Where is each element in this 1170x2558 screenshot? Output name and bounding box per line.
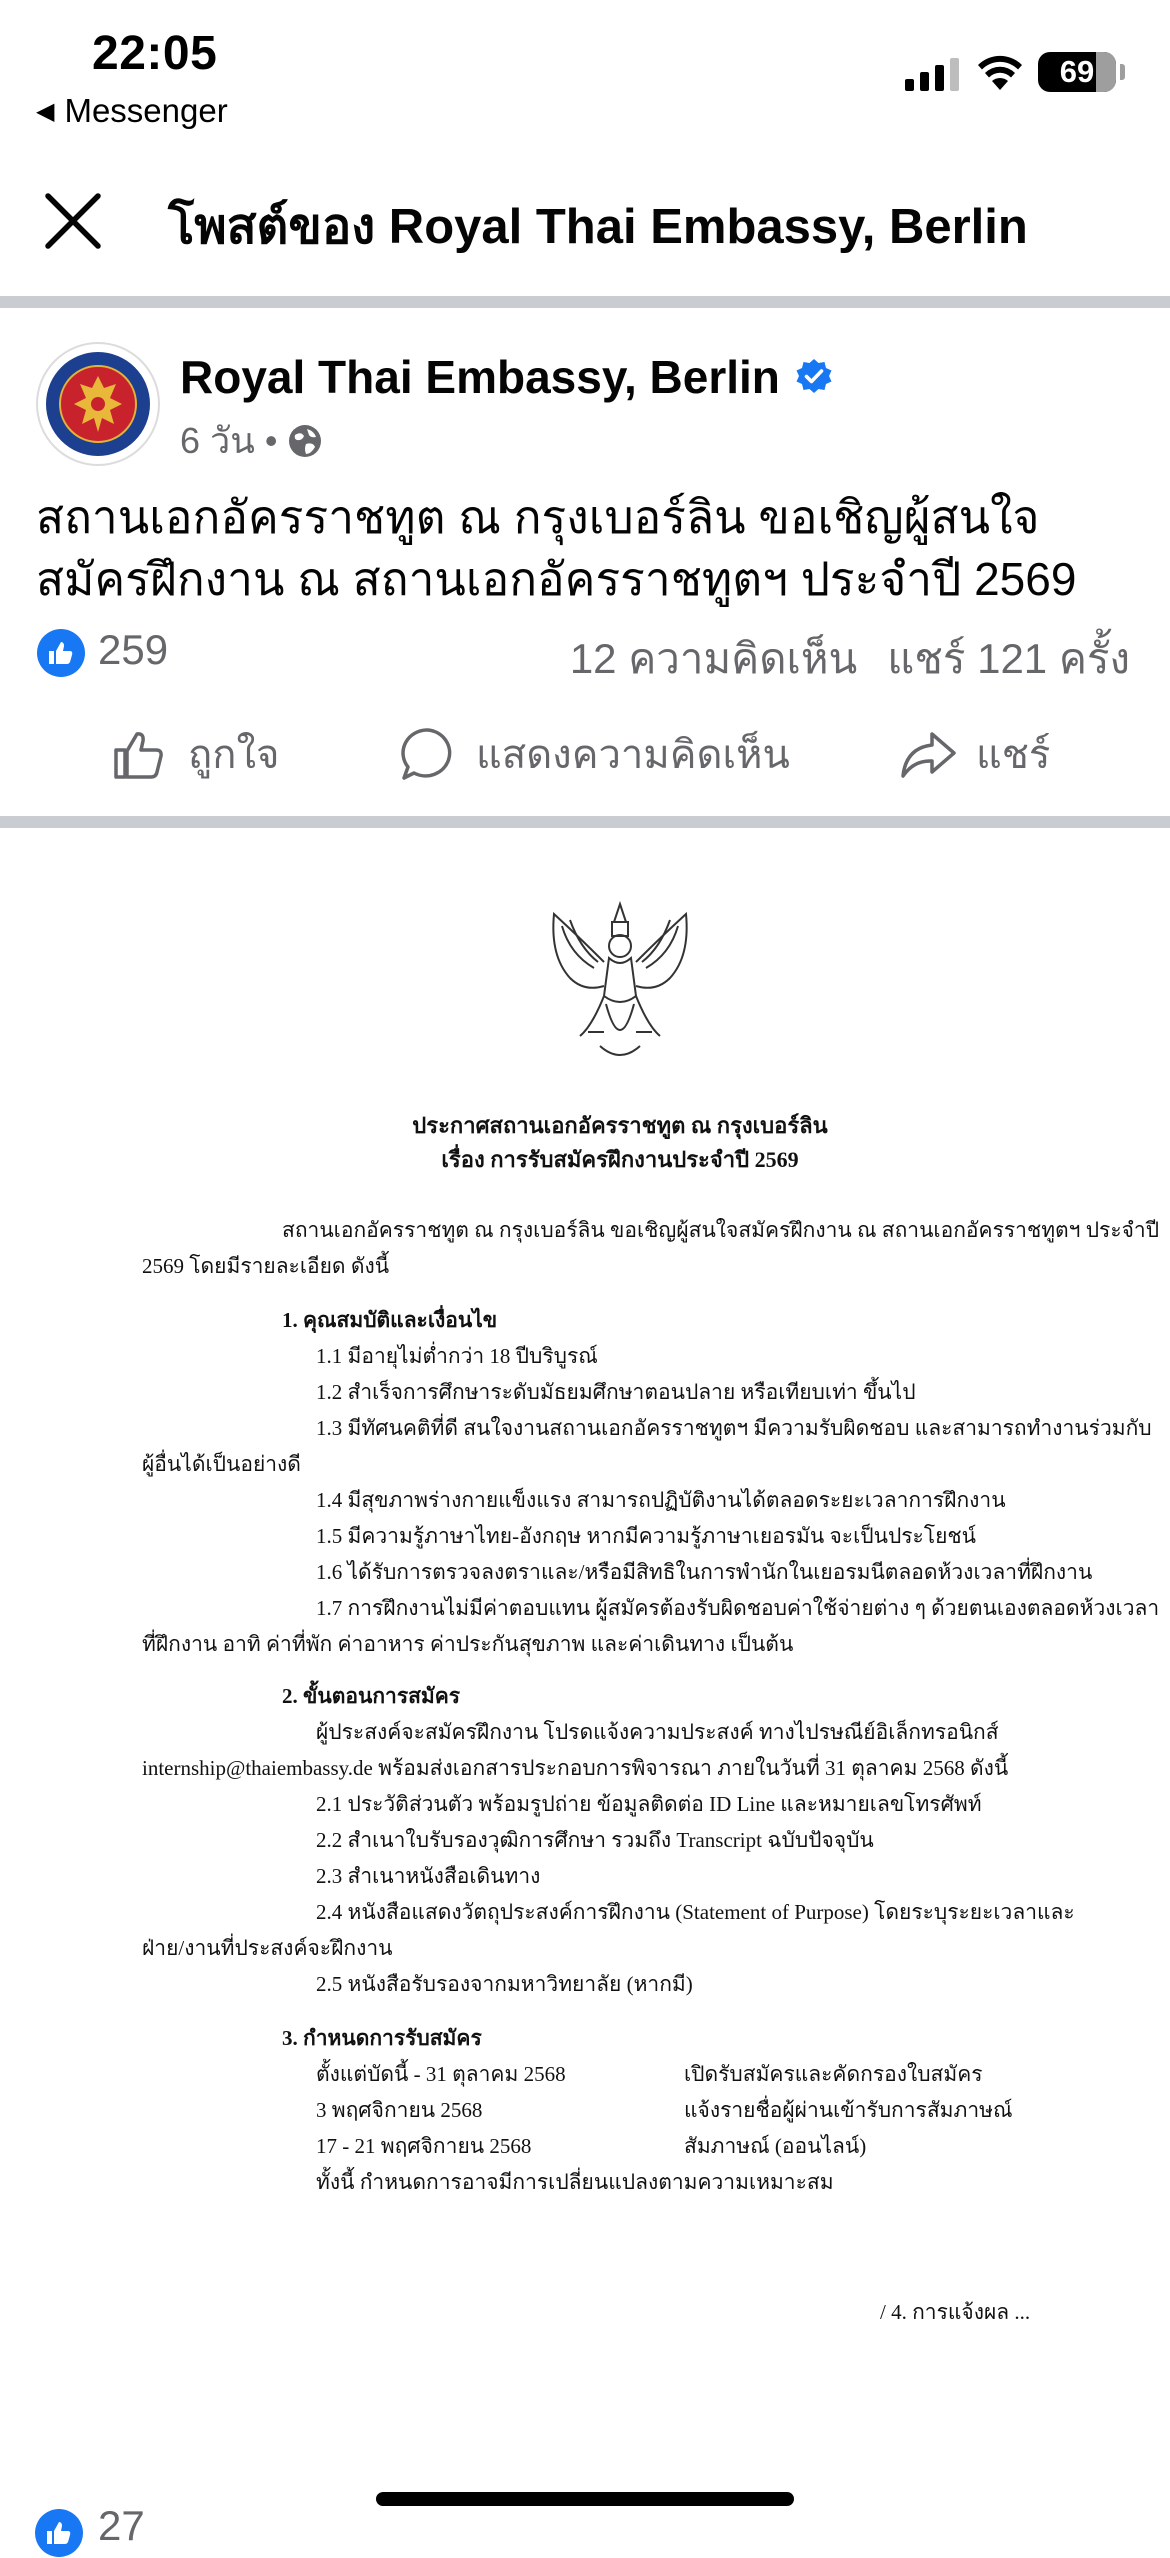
share-icon: [898, 724, 958, 784]
doc-title-line-2: เรื่อง การรับสมัครฝึกงานประจำปี 2569: [441, 1147, 799, 1172]
back-app-label: Messenger: [64, 92, 228, 129]
doc-item-2-1: 2.1 ประวัติส่วนตัว พร้อมรูปถ่าย ข้อมูลติดต่อ ID Line และหมายเลขโทรศัพท์: [316, 1792, 982, 1816]
doc-schedule-date-3: 17 - 21 พฤศจิกายน 2568: [316, 2134, 532, 2158]
doc-item-1-6: 1.6 ได้รับการตรวจลงตราและ/หรือมีสิทธิในการพำนักในเยอรมนีตลอดห้วงเวลาที่ฝึกงาน: [316, 1560, 1093, 1584]
verified-badge-icon: [794, 357, 834, 397]
comment-count[interactable]: 12 ความคิดเห็น: [569, 635, 858, 682]
garuda-emblem-icon: [540, 896, 700, 1066]
share-button[interactable]: [898, 722, 1050, 786]
comment-icon: [398, 724, 458, 784]
doc-schedule-desc-3: สัมภาษณ์ (ออนไลน์): [684, 2134, 867, 2158]
close-icon[interactable]: [40, 188, 106, 254]
back-to-app-button[interactable]: [36, 92, 228, 130]
doc-continued-note: / 4. การแจ้งผล ...: [880, 2300, 1031, 2324]
post-text: สถานเอกอัครราชทูต ณ กรุงเบอร์ลิน ขอเชิญผู้สนใจสมัครฝึกงาน ณ สถานเอกอัครราชทูตฯ ประจำปี 2569: [36, 491, 1077, 605]
globe-icon: [287, 423, 323, 459]
doc-section-2-intro-1: ผู้ประสงค์จะสมัครฝึกงาน โปรดแจ้งความประสงค์ ทางไปรษณีย์อิเล็กทรอนิกส์: [316, 1720, 999, 1744]
doc-section-1-heading: 1. คุณสมบัติและเงื่อนไข: [282, 1308, 498, 1332]
doc-intro-line-1: สถานเอกอัครราชทูต ณ กรุงเบอร์ลิน ขอเชิญผู้สนใจสมัครฝึกงาน ณ สถานเอกอัครราชทูตฯ ประจำปี: [282, 1218, 1160, 1242]
meta-separator: •: [264, 419, 278, 461]
doc-item-1-7-line-1: 1.7 การฝึกงานไม่มีค่าตอบแทน ผู้สมัครต้องรับผิดชอบค่าใช้จ่ายต่าง ๆ ด้วยตนเองตลอดห้วงเวลา: [316, 1596, 1160, 1620]
share-label: แชร์: [976, 733, 1051, 777]
doc-item-2-4-line-1: 2.4 หนังสือแสดงวัตถุประสงค์การฝึกงาน (Statement of Purpose) โดยระบุระยะเวลาและ: [316, 1900, 1075, 1924]
doc-schedule-date-2: 3 พฤศจิกายน 2568: [316, 2098, 483, 2122]
doc-item-1-3-line-1: 1.3 มีทัศนคติที่ดี สนใจงานสถานเอกอัครราชทูตฯ มีความรับผิดชอบ และสามารถทำงานร่วมกับ: [316, 1416, 1152, 1440]
doc-schedule-date-1: ตั้งแต่บัดนี้ - 31 ตุลาคม 2568: [316, 2062, 566, 2086]
doc-item-2-5: 2.5 หนังสือรับรองจากมหาวิทยาลัย (หากมี): [316, 1972, 693, 1996]
post-image-document[interactable]: [0, 830, 1170, 2490]
doc-item-2-2: 2.2 สำเนาใบรับรองวุฒิการศึกษา รวมถึง Transcript ฉบับปัจจุบัน: [316, 1828, 874, 1852]
page-name: Royal Thai Embassy, Berlin: [180, 351, 780, 403]
doc-item-1-7-line-2: ที่ฝึกงาน อาทิ ค่าที่พัก ค่าอาหาร ค่าประกันสุขภาพ และค่าเดินทาง เป็นต้น: [142, 1632, 794, 1656]
doc-schedule-note: ทั้งนี้ กำหนดการอาจมีการเปลี่ยนแปลงตามความเหมาะสม: [316, 2170, 834, 2194]
header-divider: [0, 296, 1170, 308]
doc-item-2-3: 2.3 สำเนาหนังสือเดินทาง: [316, 1864, 541, 1888]
next-post-like-count[interactable]: 27: [98, 2502, 145, 2549]
home-indicator[interactable]: [376, 2492, 794, 2506]
back-arrow-icon: ◀: [36, 97, 55, 125]
page-name-link[interactable]: [180, 350, 834, 404]
share-count[interactable]: แชร์ 121 ครั้ง: [887, 635, 1130, 682]
page-avatar[interactable]: [36, 342, 160, 466]
next-post-like-icon[interactable]: [34, 2508, 84, 2558]
doc-schedule-desc-1: เปิดรับสมัครและคัดกรองใบสมัคร: [684, 2062, 983, 2086]
wifi-icon: [976, 52, 1024, 92]
doc-item-1-1: 1.1 มีอายุไม่ต่ำกว่า 18 ปีบริบูรณ์: [316, 1344, 598, 1368]
doc-item-1-4: 1.4 มีสุขภาพร่างกายแข็งแรง สามารถปฏิบัติงานได้ตลอดระยะเวลาการฝึกงาน: [316, 1488, 1006, 1512]
like-button[interactable]: [110, 722, 279, 786]
doc-item-2-4-line-2: ฝ่าย/งานที่ประสงค์จะฝึกงาน: [142, 1936, 393, 1960]
comment-label: แสดงความคิดเห็น: [476, 733, 790, 777]
like-reaction-icon[interactable]: [36, 628, 86, 678]
doc-item-1-3-line-2: ผู้อื่นได้เป็นอย่างดี: [142, 1452, 301, 1476]
actions-divider: [0, 816, 1170, 828]
thumbs-up-icon: [110, 724, 170, 784]
doc-section-2-intro-2: internship@thaiembassy.de พร้อมส่งเอกสารประกอบการพิจารณา ภายในวันที่ 31 ตุลาคม 2568 ดังนี้: [142, 1756, 1009, 1780]
like-label: ถูกใจ: [188, 733, 280, 777]
battery-level: 69: [1059, 54, 1095, 89]
page-title: โพสต์ของ Royal Thai Embassy, Berlin: [168, 200, 1028, 254]
battery-icon: [1038, 52, 1116, 92]
embassy-seal-icon: [38, 344, 158, 464]
doc-intro-line-2: 2569 โดยมีรายละเอียด ดังนี้: [142, 1254, 390, 1278]
post-meta: [180, 412, 323, 469]
like-count[interactable]: 259: [98, 626, 169, 673]
doc-section-3-heading: 3. กำหนดการรับสมัคร: [282, 2026, 482, 2050]
comment-button[interactable]: [398, 722, 790, 786]
cellular-signal-icon: [905, 58, 959, 91]
doc-item-1-5: 1.5 มีความรู้ภาษาไทย-อังกฤษ หากมีความรู้ภาษาเยอรมัน จะเป็นประโยชน์: [316, 1524, 977, 1548]
post-stats: [570, 626, 1130, 692]
doc-title-line-1: ประกาศสถานเอกอัครราชทูต ณ กรุงเบอร์ลิน: [412, 1113, 828, 1138]
battery-cap: [1120, 64, 1125, 80]
doc-section-2-heading: 2. ขั้นตอนการสมัคร: [282, 1684, 461, 1708]
doc-schedule-desc-2: แจ้งรายชื่อผู้ผ่านเข้ารับการสัมภาษณ์: [684, 2098, 1013, 2122]
doc-item-1-2: 1.2 สำเร็จการศึกษาระดับมัธยมศึกษาตอนปลาย หรือเทียบเท่า ขึ้นไป: [316, 1380, 916, 1404]
post-time[interactable]: 6 วัน: [180, 420, 255, 461]
status-time: 22:05: [92, 27, 218, 80]
